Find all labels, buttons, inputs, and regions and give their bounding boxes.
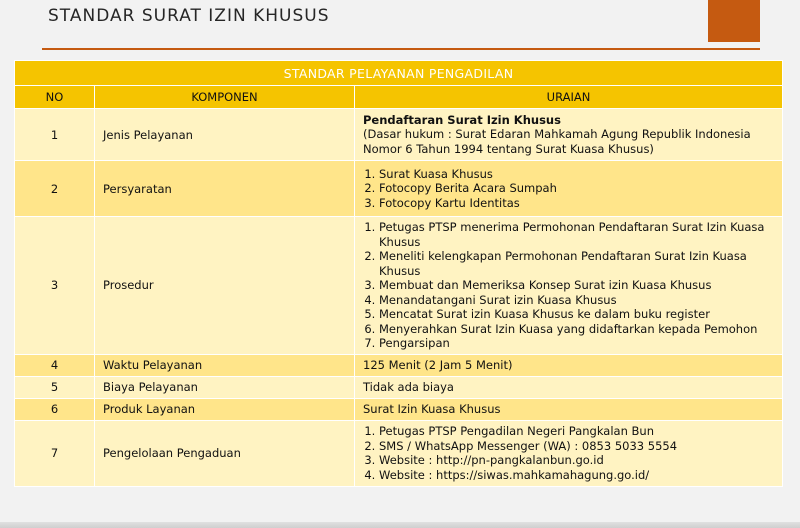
row-uraian xyxy=(355,217,783,355)
row-no: 5 xyxy=(15,376,95,398)
row-uraian xyxy=(355,420,783,486)
uraian-title: Pendaftaran Surat Izin Khusus xyxy=(363,112,561,127)
row-no: 7 xyxy=(15,420,95,486)
table-header-row xyxy=(15,86,783,109)
list-item: 1. Petugas PTSP menerima Permohonan Pendaftaran Surat Izin Kuasa Khusus xyxy=(379,220,774,249)
list-item: 3. Fotocopy Kartu Identitas xyxy=(379,196,774,211)
bottom-shadow-strip xyxy=(0,522,800,528)
row-no: 4 xyxy=(15,354,95,376)
list-item: 5. Mencatat Surat izin Kuasa Khusus ke dalam buku register xyxy=(379,307,774,322)
service-standard-table xyxy=(14,60,783,487)
row-uraian xyxy=(355,161,783,217)
row-uraian: 125 Menit (2 Jam 5 Menit) xyxy=(355,354,783,376)
table-caption: STANDAR PELAYANAN PENGADILAN xyxy=(15,61,783,86)
list-item: 3. Membuat dan Memeriksa Konsep Surat izin Kuasa Khusus xyxy=(379,278,774,293)
list-item: 3. Website : http://pn-pangkalanbun.go.id xyxy=(379,453,774,468)
row-komponen: Waktu Pelayanan xyxy=(95,354,355,376)
table-row xyxy=(15,376,783,398)
list-item: 2. SMS / WhatsApp Messenger (WA) : 0853 5033 5554 xyxy=(379,439,774,454)
row-uraian xyxy=(355,109,783,161)
list-item: 1. Petugas PTSP Pengadilan Negeri Pangkalan Bun xyxy=(379,424,774,439)
row-uraian: Tidak ada biaya xyxy=(355,376,783,398)
header-komponen: KOMPONEN xyxy=(95,86,355,109)
list-item: 2. Fotocopy Berita Acara Sumpah xyxy=(379,181,774,196)
table-row xyxy=(15,217,783,355)
row-komponen: Biaya Pelayanan xyxy=(95,376,355,398)
list-item: 6. Menyerahkan Surat Izin Kuasa yang didaftarkan kepada Pemohon xyxy=(379,322,774,337)
row-no: 2 xyxy=(15,161,95,217)
title-divider xyxy=(42,48,760,50)
header-uraian: URAIAN xyxy=(355,86,783,109)
row-komponen: Persyaratan xyxy=(95,161,355,217)
table-row xyxy=(15,161,783,217)
list-item: 1. Surat Kuasa Khusus xyxy=(379,167,774,182)
row-komponen: Produk Layanan xyxy=(95,398,355,420)
list-item: 4. Menandatangani Surat izin Kuasa Khusus xyxy=(379,293,774,308)
row-uraian: Surat Izin Kuasa Khusus xyxy=(355,398,783,420)
row-komponen: Pengelolaan Pengaduan xyxy=(95,420,355,486)
header-no: NO xyxy=(15,86,95,109)
table-row xyxy=(15,354,783,376)
list-item: 2. Meneliti kelengkapan Permohonan Pendaftaran Surat Izin Kuasa Khusus xyxy=(379,249,774,278)
corner-accent-tab xyxy=(708,0,760,42)
table-row xyxy=(15,398,783,420)
table-row xyxy=(15,109,783,161)
list-item: 7. Pengarsipan xyxy=(379,336,774,351)
row-no: 6 xyxy=(15,398,95,420)
page-title: STANDAR SURAT IZIN KHUSUS xyxy=(48,6,330,26)
row-komponen: Jenis Pelayanan xyxy=(95,109,355,161)
service-standard-table-container xyxy=(14,60,782,487)
row-komponen: Prosedur xyxy=(95,217,355,355)
uraian-text: (Dasar hukum : Surat Edaran Mahkamah Agung Republik Indonesia Nomor 6 Tahun 1994 tentang Surat Kuasa Khusus) xyxy=(363,127,751,156)
table-row xyxy=(15,420,783,486)
row-no: 3 xyxy=(15,217,95,355)
list-item: 4. Website : https://siwas.mahkamahagung.go.id/ xyxy=(379,468,774,483)
row-no: 1 xyxy=(15,109,95,161)
